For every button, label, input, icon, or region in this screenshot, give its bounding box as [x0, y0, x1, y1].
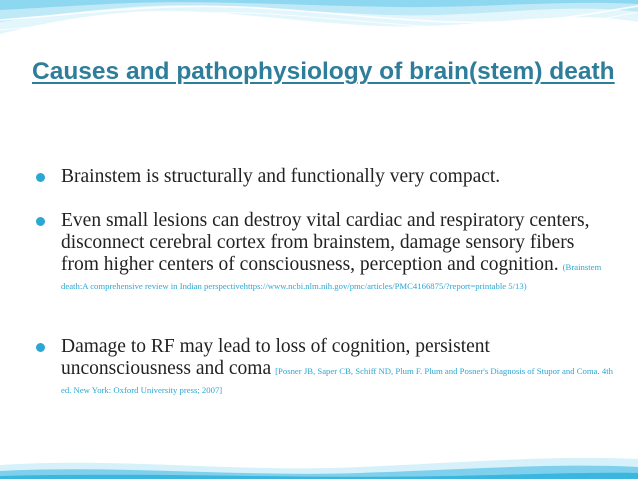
bullet-text: Damage to RF may lead to loss of cognition, persistent unconsciousness and coma [61, 336, 490, 379]
bullet-text: Even small lesions can destroy vital cardiac and respiratory centers, disconnect cerebral cortex from brainstem, damage sensory fibers from higher centers of consciousness, perception and cognition. [61, 210, 590, 275]
bullet-dot-icon [36, 343, 45, 352]
bottom-wave-decoration [0, 453, 638, 479]
top-wave-decoration [0, 0, 638, 60]
bullet-dot-icon [36, 173, 45, 182]
bullet-list [34, 166, 614, 398]
citation-text: (Brainstem death:A comprehensive review in Indian perspectivehttps://www.ncbi.nlm.nih.gov/pmc/articles/PMC4166875/?report=printable 5/13) [61, 262, 602, 291]
bullet-item-1 [34, 166, 614, 188]
bullet-dot-icon [36, 217, 45, 226]
bullet-text: Brainstem is structurally and functionally very compact. [61, 166, 501, 187]
citation-text: [Posner JB, Saper CB, Schiff ND, Plum F. Plum and Posner's Diagnosis of Stupor and Coma. 4th ed. New York: Oxford University press; 2007] [61, 366, 613, 395]
bullet-item-2 [34, 210, 614, 294]
bullet-item-3 [34, 336, 614, 398]
slide-title: Causes and pathophysiology of brain(stem) death [32, 58, 615, 85]
